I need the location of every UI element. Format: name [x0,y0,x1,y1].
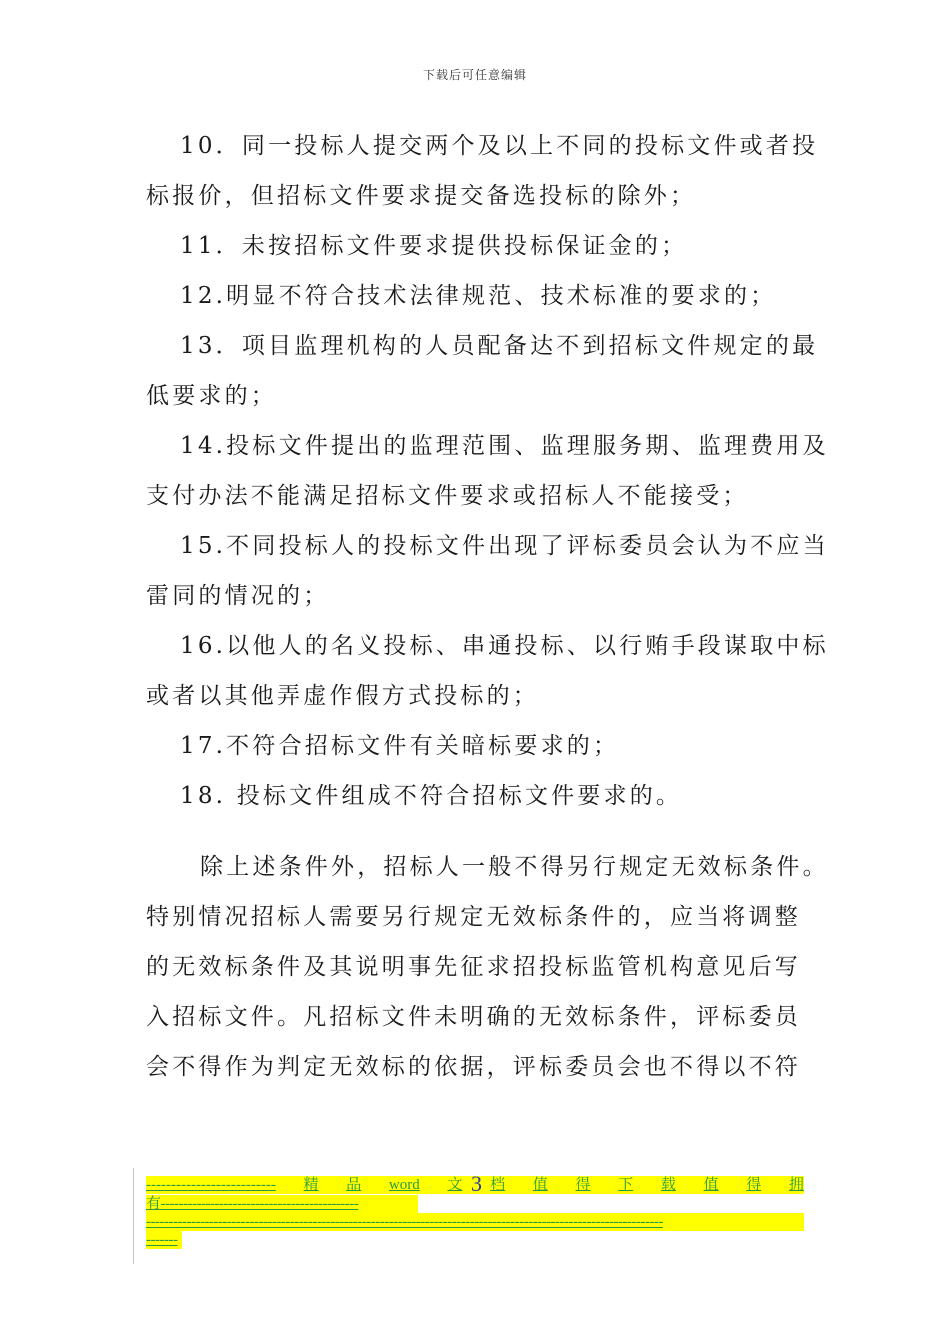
text-line: 17.不符合招标文件有关暗标要求的； [180,733,620,759]
text-line: 或者以其他弄虚作假方式投标的； [146,683,539,709]
page-header: 下载后可任意编辑 [422,68,527,82]
text-line: 18. 投标文件组成不符合招标文件要求的。 [180,783,683,809]
text-line: 12.明显不符合技术法律规范、技术标准的要求的； [180,283,777,309]
footer-banner-line-2 [146,1195,418,1213]
text-line: 14.投标文件提出的监理范围、监理服务期、监理费用及 [180,433,829,459]
margin-rule [133,1168,134,1264]
footer-word: 文 [447,1177,463,1193]
footer-word: 精 [303,1177,319,1193]
footer-text: ------------------------------------------------------------------------------------------------------------------- [146,1214,663,1230]
text-line: 会不得作为判定无效标的依据，评标委员会也不得以不符 [146,1054,801,1080]
footer-word: 品 [346,1177,362,1193]
footer-word: 得 [575,1177,591,1193]
footer-word: 值 [703,1177,719,1193]
text-line: 特别情况招标人需要另行规定无效标条件的，应当将调整 [146,904,801,930]
footer-banner-line-3 [146,1213,804,1231]
text-line: 入招标文件。凡招标文件未明确的无效标条件，评标委员 [146,1004,801,1030]
footer-dashes: -------------------------- [146,1177,276,1193]
footer-word: 拥 [788,1177,804,1193]
text-line: 支付办法不能满足招标文件要求或招标人不能接受； [146,483,749,509]
footer-word: 载 [660,1177,676,1193]
text-line: 13．项目监理机构的人员配备达不到招标文件规定的最 [180,333,819,359]
text-line: 除上述条件外，招标人一般不得另行规定无效标条件。 [200,854,829,880]
text-line: 低要求的； [146,383,277,409]
text-line: 11．未按招标文件要求提供投标保证金的； [180,233,688,259]
footer-word: 档 [490,1177,506,1193]
footer-text: 有-------------------------------------------- [146,1196,359,1212]
text-line: 雷同的情况的； [146,583,330,609]
footer-word: 值 [532,1177,548,1193]
footer-word: 下 [618,1177,634,1193]
footer-word: word [388,1177,420,1193]
page-number: 3 [471,1171,482,1196]
text-line: 15.不同投标人的投标文件出现了评标委员会认为不应当 [180,533,829,559]
text-line: 的无效标条件及其说明事先征求招投标监管机构意见后写 [146,954,801,980]
text-line: 10．同一投标人提交两个及以上不同的投标文件或者投 [180,133,819,159]
text-line: 16.以他人的名义投标、串通投标、以行贿手段谋取中标 [180,633,829,659]
footer-banner-line-4 [146,1231,182,1249]
footer-text: ------- [146,1232,178,1248]
text-line: 标报价，但招标文件要求提交备选投标的除外； [146,183,697,209]
footer-word: 得 [746,1177,762,1193]
